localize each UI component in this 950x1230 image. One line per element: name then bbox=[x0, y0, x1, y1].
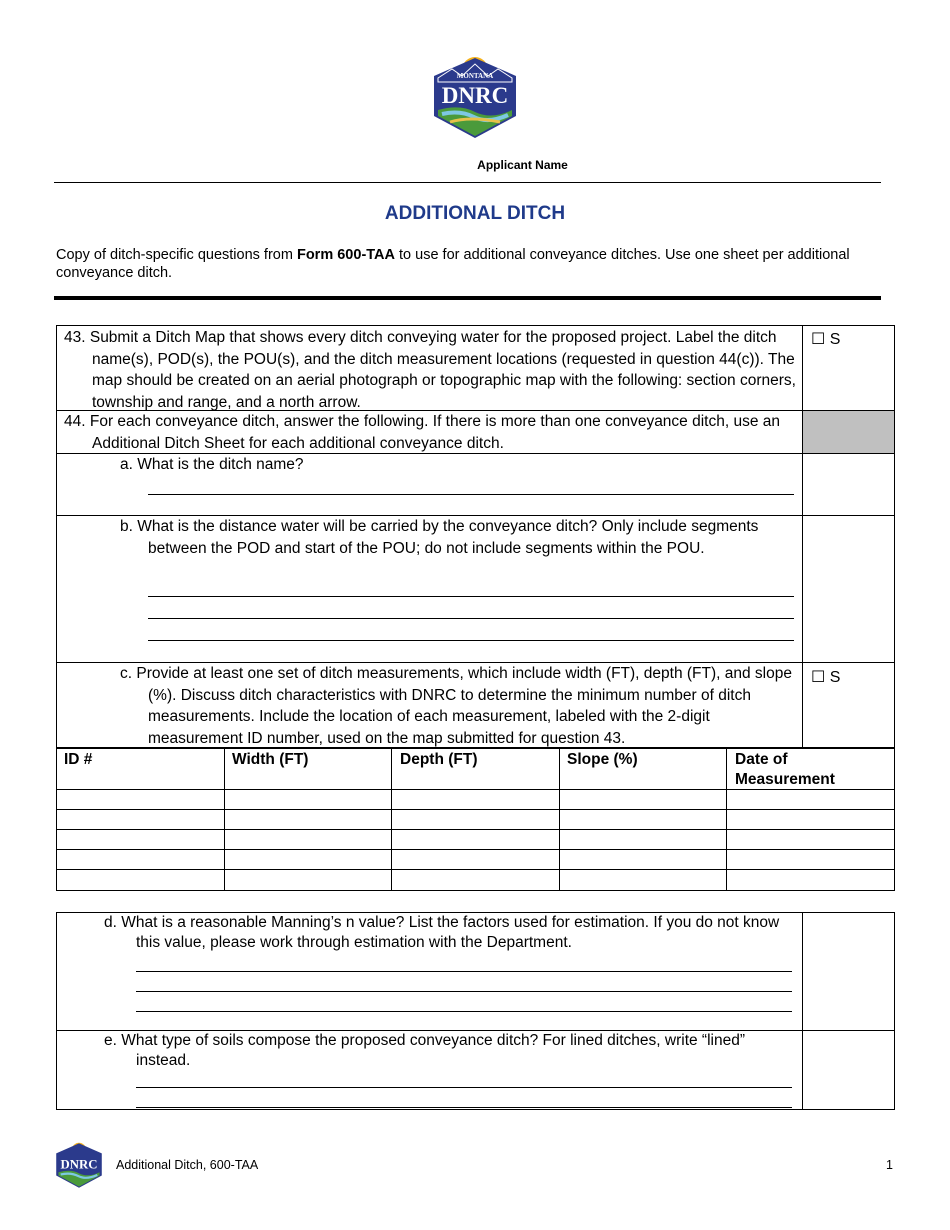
footer-dnrc-logo bbox=[54, 1141, 104, 1189]
question-44b-text: b. What is the distance water will be carried by the conveyance ditch? Only include segments between the POD and start of the POU; do not include segments within the POU. bbox=[120, 518, 759, 557]
measurement-table-top bbox=[57, 747, 894, 749]
table-row bbox=[57, 789, 894, 790]
svg-text:MONTANA: MONTANA bbox=[456, 72, 494, 80]
answer-line-44a[interactable] bbox=[148, 494, 794, 495]
section-divider bbox=[54, 296, 881, 300]
answer-line-44d-2[interactable] bbox=[136, 991, 792, 992]
header-date: Date of Measurement bbox=[735, 751, 835, 788]
question-44c-checkbox[interactable]: ☐ S bbox=[811, 669, 841, 686]
answer-line-44b-2[interactable] bbox=[148, 618, 794, 619]
svg-text:DNRC: DNRC bbox=[60, 1157, 98, 1172]
table-row bbox=[57, 849, 894, 850]
answer-line-44b-3[interactable] bbox=[148, 640, 794, 641]
answer-line-44b-1[interactable] bbox=[148, 596, 794, 597]
question-43-checkbox[interactable]: ☐ S bbox=[811, 331, 841, 348]
answer-line-44e-2[interactable] bbox=[136, 1107, 792, 1108]
page-title: ADDITIONAL DITCH bbox=[384, 203, 566, 224]
table-row bbox=[57, 809, 894, 810]
header-slope: Slope (%) bbox=[567, 751, 638, 768]
form-reference: Form 600-TAA bbox=[296, 247, 395, 263]
question-44d-text: d. What is a reasonable Manning’s n value? List the factors used for estimation. If you do not know this value, please work through estimation with the Department. bbox=[104, 914, 780, 951]
answer-line-44e-1[interactable] bbox=[136, 1087, 792, 1088]
question-44-shaded-cell bbox=[803, 411, 894, 453]
applicant-name-line bbox=[54, 182, 881, 183]
question-44-text: 44. For each conveyance ditch, answer the following. If there is more than one conveyance ditch, use an Additional Ditch Sheet for each additional conveyance ditch. bbox=[64, 413, 780, 452]
question-44e-text: e. What type of soils compose the proposed conveyance ditch? For lined ditches, write “lined” instead. bbox=[104, 1032, 745, 1069]
column-divider bbox=[802, 325, 803, 748]
intro-paragraph: Copy of ditch-specific questions from Form 600-TAA to use for additional conveyance ditches. Use one sheet per additional conveyance ditch. bbox=[56, 247, 850, 281]
footer-doc-label: Additional Ditch, 600-TAA bbox=[116, 1158, 259, 1172]
dnrc-logo bbox=[430, 54, 520, 140]
question-44c-text: c. Provide at least one set of ditch measurements, which include width (FT), depth (FT), and slope (%). Discuss ditch characteristics with DNRC to determine the minimum number of ditch measurements. Include the location of each measurement, labeled with the 2-digit measurement ID number, used on the map submitted for question 43. bbox=[120, 665, 792, 747]
answer-line-44d-1[interactable] bbox=[136, 971, 792, 972]
applicant-name-label: Applicant Name bbox=[477, 158, 568, 172]
table-row bbox=[57, 869, 894, 870]
header-id: ID # bbox=[64, 751, 93, 768]
table-row bbox=[57, 829, 894, 830]
header-depth: Depth (FT) bbox=[400, 751, 478, 768]
header-width: Width (FT) bbox=[232, 751, 309, 768]
svg-text:DNRC: DNRC bbox=[441, 83, 509, 108]
question-43-text: 43. Submit a Ditch Map that shows every ditch conveying water for the proposed project. Label the ditch name(s), POD(s), the POU(s), and the ditch measurement locations (requested in question 44(c)). The map should be created on an aerial photograph or topographic map with the following: section corners, township and range, and a north arrow. bbox=[64, 329, 796, 411]
page-number: 1 bbox=[886, 1158, 893, 1172]
question-44a-text: a. What is the ditch name? bbox=[120, 456, 304, 473]
answer-line-44d-3[interactable] bbox=[136, 1011, 792, 1012]
